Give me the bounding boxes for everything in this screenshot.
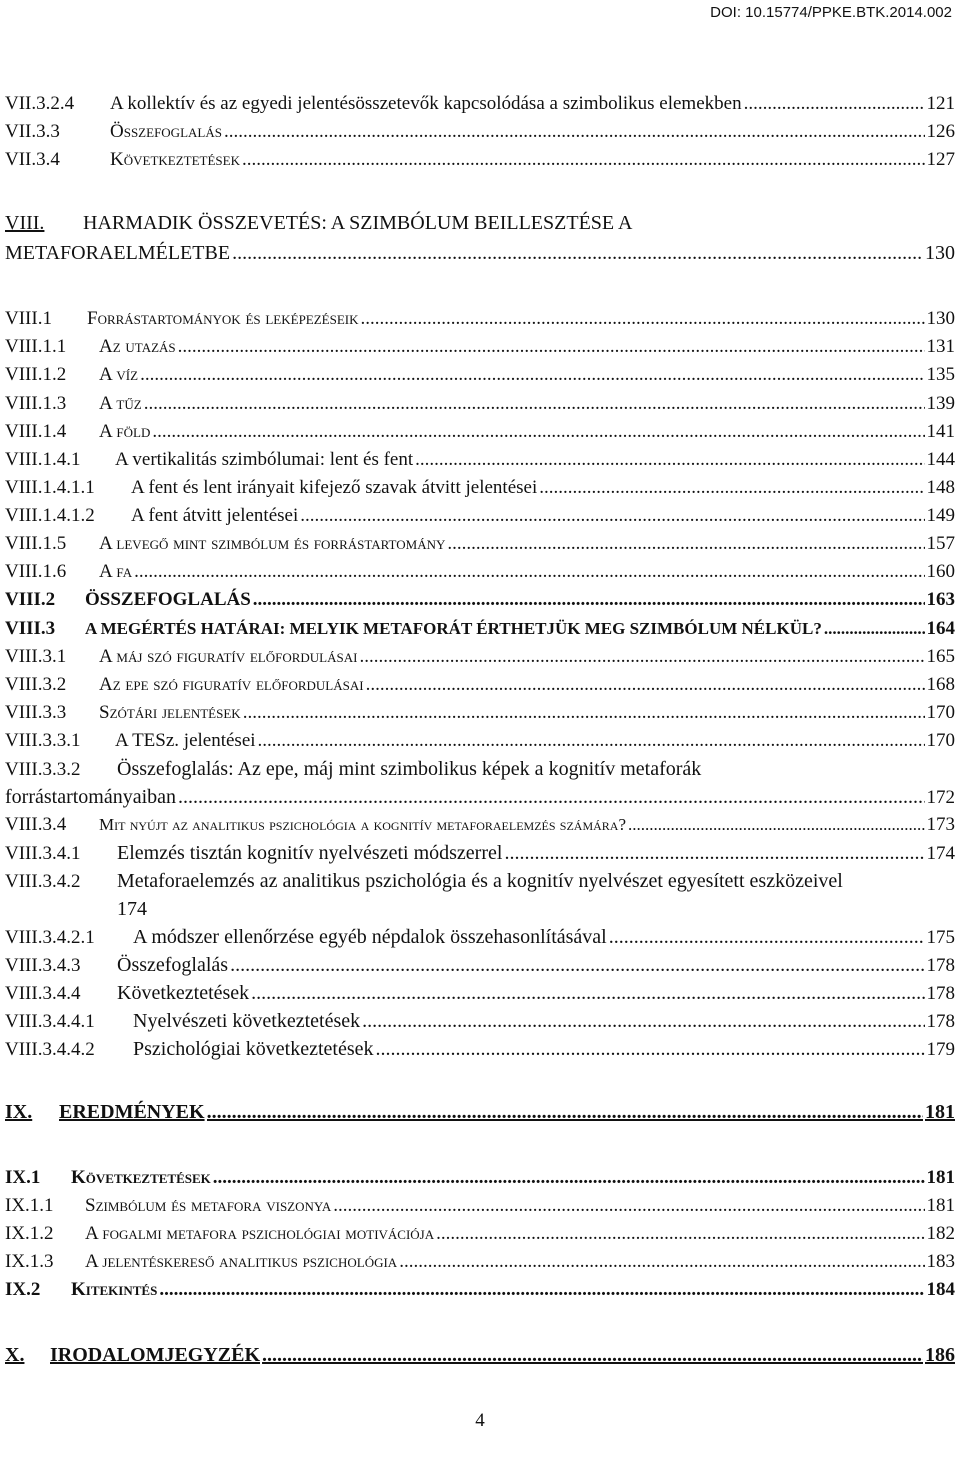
toc-entry-page: 181 xyxy=(926,1167,955,1188)
toc-entry-title: Nyelvészeti következtetések xyxy=(133,1010,361,1032)
toc-entry-title: A föld xyxy=(99,421,151,442)
toc-entry-title: forrástartományaiban xyxy=(5,786,177,808)
dot-leader xyxy=(140,362,924,388)
toc-entry-title: Következtetések xyxy=(71,1167,211,1188)
toc-entry-title: A vertikalitás szimbólumai: lent és fent xyxy=(115,449,414,470)
toc-entry-number: IX.1.2 xyxy=(5,1223,54,1244)
toc-entry-number: VIII.3.4.2.1 xyxy=(5,927,95,948)
toc-entry-title: A víz xyxy=(99,364,139,385)
toc-entry-title: A jelentéskereső analitikus pszichológia xyxy=(85,1251,398,1272)
toc-entry-title: A fogalmi metafora pszichológiai motivációja xyxy=(85,1223,435,1244)
dot-leader xyxy=(333,1193,924,1219)
toc-entry-page: 149 xyxy=(926,505,955,526)
toc-entry-title: METAFORAELMÉLETBE xyxy=(5,242,231,264)
toc-entry-page: 186 xyxy=(925,1344,955,1366)
toc-entry-number: IX.1.3 xyxy=(5,1251,54,1272)
toc-entry-title: ÖSSZEFOGLALÁS xyxy=(85,589,251,610)
toc-entry-number: IX.1.1 xyxy=(5,1195,54,1216)
toc-entry-title: A fent átvitt jelentései xyxy=(131,505,299,526)
toc-entry-number: VIII.3.3 xyxy=(5,702,67,723)
toc-entry-title: A fa xyxy=(99,561,133,582)
toc-entry-page: 121 xyxy=(926,93,955,114)
toc-entry[interactable] xyxy=(5,1277,955,1303)
toc-entry-number: VIII.3.3.1 xyxy=(5,730,81,751)
toc-entry-page: 174 xyxy=(926,843,955,864)
dot-leader xyxy=(539,475,924,501)
dot-leader xyxy=(258,728,925,754)
toc-entry-number: VIII.3.1 xyxy=(5,646,67,667)
toc-entry-number: VIII.1.1 xyxy=(5,336,67,357)
toc-entry-title: Összefoglalás xyxy=(117,954,229,976)
toc-entry-number: VIII.3.4.1 xyxy=(5,843,81,864)
toc-entry-title: Az utazás xyxy=(99,336,176,357)
toc-entry-title: A fent és lent irányait kifejező szavak átvitt jelentései xyxy=(131,477,538,498)
toc-entry[interactable] xyxy=(5,644,955,670)
toc-entry[interactable] xyxy=(5,1008,955,1034)
toc-entry-page: 141 xyxy=(926,421,955,442)
toc-entry[interactable] xyxy=(5,306,955,332)
toc-entry-title: Az epe szó figuratív előfordulásai xyxy=(99,674,364,695)
toc-entry-number: VIII.3.4.4 xyxy=(5,983,81,1004)
toc-entry[interactable] xyxy=(5,559,955,585)
toc-entry-title: A kollektív és az egyedi jelentésösszetevők kapcsolódása a szimbolikus elemekben xyxy=(110,93,742,114)
toc-entry-title: EREDMÉNYEK xyxy=(59,1101,205,1123)
toc-entry-number: VIII.1.5 xyxy=(5,533,67,554)
dot-leader xyxy=(243,700,925,726)
toc-entry-number: VII.3.2.4 xyxy=(5,93,75,114)
toc-entry-number: VII.3.4 xyxy=(5,149,60,170)
toc-entry-page: 127 xyxy=(926,149,955,170)
toc-entry-number: VIII.3.4 xyxy=(5,814,67,835)
toc-entry-page: 179 xyxy=(926,1039,955,1060)
toc-entry-title: A tűz xyxy=(99,393,142,414)
toc-entry-page: 135 xyxy=(926,364,955,385)
toc-entry-number: IX.1 xyxy=(5,1167,41,1188)
dot-leader xyxy=(207,1099,923,1125)
toc-entry[interactable] xyxy=(5,587,955,613)
toc-entry-title: Szótári jelentések xyxy=(99,702,241,723)
dot-leader xyxy=(253,587,925,613)
toc-entry[interactable] xyxy=(5,728,955,754)
dot-leader xyxy=(399,1249,924,1275)
toc-entry-page: 170 xyxy=(926,702,955,723)
dot-leader xyxy=(375,1036,924,1062)
toc-entry-page: 164 xyxy=(926,618,955,639)
toc-entry-page: 144 xyxy=(926,449,955,470)
toc-entry-chapter[interactable] xyxy=(5,1342,955,1368)
dot-leader xyxy=(361,306,925,332)
toc-entry-number: VIII.3.4.4.2 xyxy=(5,1039,95,1060)
page-number: 4 xyxy=(475,1410,485,1431)
dot-leader xyxy=(178,784,924,810)
toc-entry[interactable] xyxy=(5,1249,955,1275)
dot-leader xyxy=(824,616,925,642)
toc-entry-chapter[interactable] xyxy=(5,210,955,236)
dot-leader xyxy=(262,1342,923,1368)
toc-entry-page: 173 xyxy=(926,814,955,835)
toc-entry-page: 160 xyxy=(926,561,955,582)
toc-entry-title: Pszichológiai következtetések xyxy=(133,1038,374,1060)
toc-entry-page: 184 xyxy=(926,1279,955,1300)
toc-entry[interactable] xyxy=(5,362,955,388)
toc-entry-page: 178 xyxy=(926,983,955,1004)
dot-leader xyxy=(609,924,925,950)
dot-leader xyxy=(744,91,925,117)
toc-entry-title: IRODALOMJEGYZÉK xyxy=(50,1344,261,1366)
toc-entry-number: VIII.1.3 xyxy=(5,393,67,414)
toc-entry[interactable] xyxy=(5,475,955,501)
toc-entry-number: VIII.3.4.3 xyxy=(5,955,81,976)
dot-leader xyxy=(415,447,924,473)
toc-entry-number: VIII.1.4 xyxy=(5,421,67,442)
toc-entry-number: IX.2 xyxy=(5,1279,41,1300)
toc-entry-page: 157 xyxy=(926,533,955,554)
toc-entry[interactable] xyxy=(5,531,955,557)
toc-entry-title: Összefoglalás: Az epe, máj mint szimbolikus képek a kognitív metaforák xyxy=(117,758,702,780)
toc-entry-page: 178 xyxy=(926,955,955,976)
toc-entry[interactable] xyxy=(5,1193,955,1219)
toc-entry-number: VIII.3.2 xyxy=(5,674,67,695)
toc-entry[interactable] xyxy=(5,447,955,473)
dot-leader xyxy=(144,391,925,417)
toc-entry-title: Mit nyújt az analitikus pszichológia a kognitív metaforaelemzés számára? xyxy=(99,815,627,834)
toc-entry-number: VIII. xyxy=(5,212,45,234)
toc-entry-title: Forrástartományok és leképezéseik xyxy=(87,308,359,329)
toc-entry[interactable] xyxy=(5,391,955,417)
toc-entry-title: Metaforaelemzés az analitikus pszichológia és a kognitív nyelvészet egyesített eszközeivel xyxy=(117,870,843,892)
dot-leader xyxy=(251,980,924,1006)
toc-entry-page: 175 xyxy=(926,927,955,948)
toc-entry-number: VIII.2 xyxy=(5,589,56,610)
toc-entry-page: 178 xyxy=(926,1011,955,1032)
toc-entry[interactable] xyxy=(5,147,955,173)
toc-entry-title: 174 xyxy=(117,898,147,920)
dot-leader xyxy=(159,1277,924,1303)
toc-entry-number: VIII.3.3.2 xyxy=(5,759,81,780)
toc-entry[interactable] xyxy=(5,980,955,1006)
toc-entry[interactable] xyxy=(5,1036,955,1062)
toc-entry-page: 163 xyxy=(926,589,955,610)
toc-entry[interactable] xyxy=(5,1221,955,1247)
dot-leader xyxy=(232,240,923,266)
doi-header: DOI: 10.15774/PPKE.BTK.2014.002 xyxy=(710,4,952,21)
toc-entry-page: 130 xyxy=(925,242,955,264)
dot-leader xyxy=(242,147,925,173)
toc-entry-page: 165 xyxy=(926,646,955,667)
toc-entry-number: X. xyxy=(5,1344,25,1366)
toc-entry-title: Összefoglalás xyxy=(110,121,222,142)
toc-entry-number: VIII.1 xyxy=(5,308,52,329)
dot-leader xyxy=(224,119,925,145)
toc-entry-page: 172 xyxy=(926,787,955,808)
toc-entry-title: Következtetések xyxy=(117,982,250,1004)
toc-entry[interactable] xyxy=(5,952,955,978)
dot-leader xyxy=(504,840,924,866)
toc-entry-chapter-cont[interactable] xyxy=(5,240,955,266)
toc-entry-number: VIII.3.4.4.1 xyxy=(5,1011,95,1032)
toc-entry-title: A máj szó figuratív előfordulásai xyxy=(99,646,358,667)
dot-leader xyxy=(300,503,924,529)
dot-leader xyxy=(447,531,924,557)
toc-entry[interactable] xyxy=(5,1165,955,1191)
toc-entry-number: IX. xyxy=(5,1101,33,1123)
toc-entry-title: A levegő mint szimbólum és forrástartomány xyxy=(99,533,446,554)
toc-entry[interactable] xyxy=(5,119,955,145)
toc-entry[interactable] xyxy=(5,812,955,838)
toc-entry-title: Elemzés tisztán kognitív nyelvészeti módszerrel xyxy=(117,842,503,864)
toc-entry-title: Szimbólum és metafora viszonya xyxy=(85,1195,332,1216)
toc-entry-chapter[interactable] xyxy=(5,1099,955,1125)
dot-leader xyxy=(366,672,925,698)
toc-entry-title: Kitekintés xyxy=(71,1279,158,1300)
toc-entry-title: A MEGÉRTÉS HATÁRAI: MELYIK METAFORÁT ÉRTHETJÜK MEG SZIMBÓLUM NÉLKÜL? xyxy=(85,619,822,638)
toc-entry-title: Következtetések xyxy=(110,149,240,170)
toc-entry-page: 181 xyxy=(925,1101,955,1123)
toc-entry[interactable] xyxy=(5,419,955,445)
toc-entry[interactable] xyxy=(5,91,955,117)
toc-entry-page: 183 xyxy=(926,1251,955,1272)
toc-entry-cont[interactable] xyxy=(5,784,955,810)
toc-entry-number: VIII.1.4.1.1 xyxy=(5,477,95,498)
toc-entry[interactable] xyxy=(5,503,955,529)
dot-leader xyxy=(134,559,924,585)
dot-leader xyxy=(436,1221,924,1247)
toc-entry-number: VIII.3.4.2 xyxy=(5,871,81,892)
toc-entry-page: 130 xyxy=(926,308,955,329)
toc-entry[interactable] xyxy=(5,756,955,782)
toc-entry-number: VIII.1.4.1 xyxy=(5,449,81,470)
toc-entry-title: HARMADIK ÖSSZEVETÉS: A SZIMBÓLUM BEILLESZTÉSE A xyxy=(83,212,633,234)
toc-entry-page: 148 xyxy=(926,477,955,498)
toc-entry[interactable] xyxy=(5,868,955,894)
toc-entry[interactable] xyxy=(5,700,955,726)
toc-entry-page: 181 xyxy=(926,1195,955,1216)
toc-entry[interactable] xyxy=(5,840,955,866)
dot-leader xyxy=(628,812,924,838)
toc-entry[interactable] xyxy=(5,672,955,698)
toc-entry-page: 168 xyxy=(926,674,955,695)
toc-entry-page: 170 xyxy=(926,730,955,751)
toc-entry-number: VII.3.3 xyxy=(5,121,60,142)
toc-entry-page: 126 xyxy=(926,121,955,142)
dot-leader xyxy=(178,334,925,360)
dot-leader xyxy=(152,419,924,445)
toc-entry-title: A TESz. jelentései xyxy=(115,730,256,751)
toc-entry-cont[interactable] xyxy=(5,896,955,922)
toc-entry-number: VIII.3 xyxy=(5,618,56,639)
toc-entry[interactable] xyxy=(5,334,955,360)
toc-entry-title: A módszer ellenőrzése egyéb népdalok összehasonlításával xyxy=(133,926,607,948)
dot-leader xyxy=(230,952,924,978)
toc-entry-page: 182 xyxy=(926,1223,955,1244)
toc-entry-number: VIII.1.6 xyxy=(5,561,67,582)
dot-leader xyxy=(362,1008,924,1034)
dot-leader xyxy=(359,644,924,670)
toc-entry[interactable] xyxy=(5,924,955,950)
dot-leader xyxy=(213,1165,925,1191)
toc-entry-page: 131 xyxy=(926,336,955,357)
toc-entry-number: VIII.1.4.1.2 xyxy=(5,505,95,526)
toc-entry-number: VIII.1.2 xyxy=(5,364,67,385)
toc-entry[interactable] xyxy=(5,616,955,642)
toc-entry-page: 139 xyxy=(926,393,955,414)
